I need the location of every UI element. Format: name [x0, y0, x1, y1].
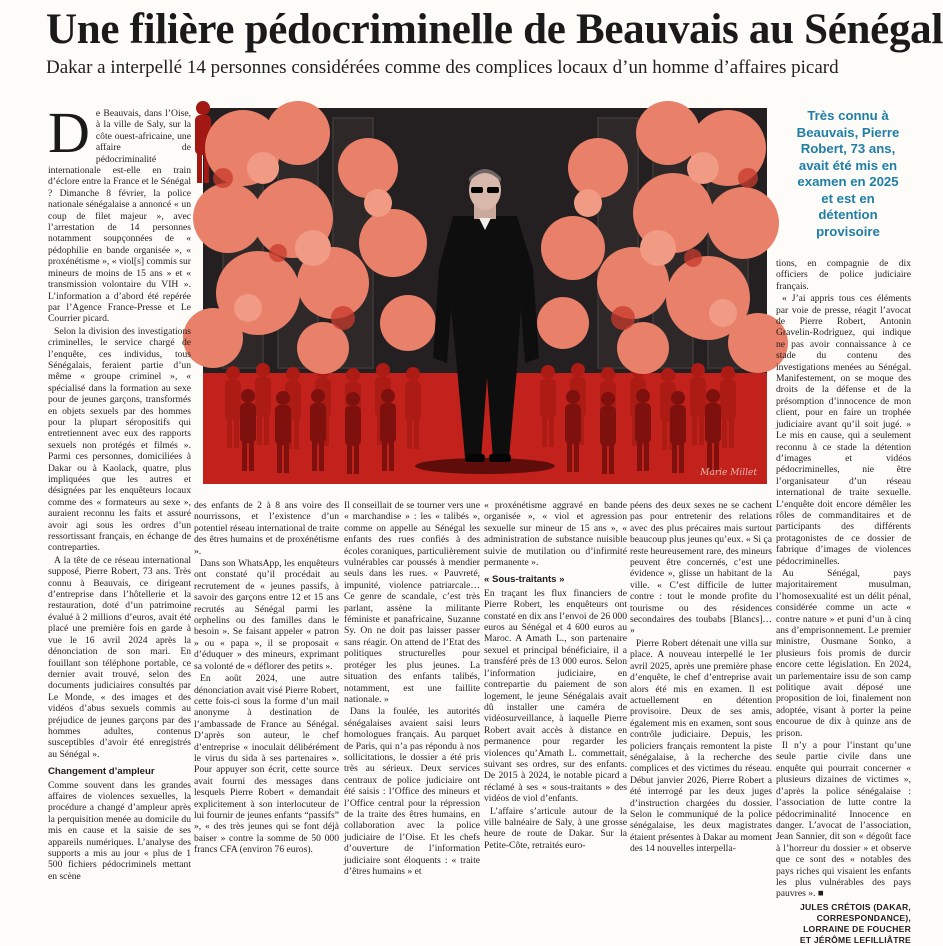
article-column-5 — [630, 500, 772, 859]
paragraph: Dans la foulée, les autorités sénégalaises avaient saisi leurs homologues français. Au parquet de Paris, qui n’a pas répondu à nos sollicitations, le dossier a été pris très au sérieux. Deux services centraux de police judiciaire ont été saisis : l’Office des mineurs et l’Office central pour la répression de la traite des êtres humains, en collaboration avec la police judiciaire de l’Oise. Et les chefs d’ouverture de l’information judiciaire sont éloquents : « traite d’êtres humains » et — [344, 706, 480, 877]
subheading: Changement d’ampleur — [48, 766, 155, 778]
headline: Une filière pédocriminelle de Beauvais au Sénégal — [46, 6, 943, 53]
paragraph: « J’ai appris tous ces éléments par voie de presse, réagit l’avocat de Pierre Robert, Antonin Gravelin-Rodriguez, qui indique ne pas avoir connaissance à ce stade du contenu des investigations menées au Sénégal. Manifestement, on se moque des droits de la défense et de la présomption d’innocence de mon client, pour en faire un trophée judiciaire avant qu’il soit jugé. » Le mis en cause, qui a seulement reconnu à ce stade la détention d’images et vidéos pédocriminelles, nie être l’organisateur d’un réseau international de traite sexuelle. L’enquête doit encore démêler les rôles de commanditaires et de participants des différents protagonistes de ce dossier de fabrique d’images de violences pédocriminelles. — [776, 293, 911, 567]
article-column-6 — [776, 258, 911, 945]
paragraph: péens des deux sexes ne se cachent pas pour entretenir des relations avec des plus précaires mais surtout beaucoup plus jeunes qu’eux. « Si ça reste heureusement rare, des mineurs peuvent être concernés, c’est une évidence », glisse un habitant de la ville. « C’est difficile de lutter contre : tout le monde profite du tourisme ou des résidences secondaires des toubabs [Blancs]… » — [630, 500, 773, 637]
paragraph: e Beauvais, dans l’Oise, à la ville de Saly, sur la côte ouest-africaine, une affaire de pédocriminalité internationale est-elle en train d’éclore entre la France et le Sénégal ? Dimanche 8 février, la police nationale sénégalaise a annoncé « un coup de filet majeur », avec l’arrestation de 14 personnes notamment soupçonnées de « pédophilie en bande organisée », « proxénétisme », « viol[s] commis sur mineurs de moins de 15 ans » et « transmission volontaire du VIH ». L’information a d’abord été repérée par l’Agence France-Presse et Le Courrier picard. — [48, 108, 191, 325]
paragraph: Selon la division des investigations criminelles, le service chargé de l’enquête, ces individus, tous Sénégalais, feraient partie d’un même « groupe criminel », « spécialisé dans la formation au sexe pour de jeunes garçons, transformés en objets sexuels par des hommes pour la plupart séropositifs qui entretiennent avec eux des rapports sexuels non protégés et filmés ». Parmi ces personnes, domiciliées à Dakar ou à Kaolack, quatre, plus impliquées que les autres et désignées par les enquêteurs locaux comme des « formateurs au sexe », auraient reconnu les faits et assuré avoir agi sous les ordres d’un ressortissant français, en échange de contreparties. — [48, 325, 191, 554]
article-column-4 — [484, 500, 627, 859]
paragraph: Au Sénégal, pays majoritairement musulman, l’homosexualité est un délit pénal, considérée comme un acte « contre nature » et puni d’un à cinq ans d’emprisonnement. Le premier ministre, Ousmane Sonko, a plusieurs fois promis de durcir encore cette législation. En 2024, un parlementaire issu de son camp politique avait déposé une proposition de loi, finalement non adoptée, visant à porter la peine encourue de dix à quinze ans de prison. — [776, 567, 911, 739]
byline-line: ET JÉRÔME LEFILLIÂTRE — [799, 934, 911, 945]
article-illustration — [203, 108, 767, 484]
paragraph: des enfants de 2 à 8 ans voire des nourrissons, et l’existence d’un potentiel réseau international de traite des êtres humains et de proxénétisme ». — [194, 500, 339, 557]
subheading: « Sous-traitants » — [484, 574, 565, 586]
byline — [776, 902, 911, 946]
byline-line: LORRAINE DE FOUCHER — [803, 923, 911, 934]
illustration-drawing — [203, 108, 767, 484]
subheadline: Dakar a interpellé 14 personnes considérées comme des complices locaux d’un homme d’affaires picard — [46, 57, 839, 78]
paragraph: Il n’y a pour l’instant qu’une seule partie civile dans une enquête qui pourrait concerner « plusieurs dizaines de victimes », d’après la police sénégalaise : l’association de lutte contre la pédocriminalité Innocence en danger. L’avocat de l’association, Jean Sannier, dit son « dégoût face à l’horreur du dossier » et observe que ce sont des « notables des pays riches qui visaient les enfants les plus vulnérables des pays pauvres ». ■ — [776, 740, 911, 900]
paragraph: Pierre Robert détenait une villa sur place. A nouveau interpellé le 1er avril 2025, après une première phase d’enquête, le chef d’entreprise avait alors été mis en examen. Il est actuellement en détention provisoire. Deux de ses amis, également mis en examen, sont sous contrôle judiciaire. Depuis, les policiers français remontent la piste sénégalaise, à la recherche des complices et des victimes du réseau. Début janvier 2026, Pierre Robert a été interrogé par les deux juges d’instruction chargées du dossier. Selon le communiqué de la police sénégalaise, les deux magistrates étaient présentes à Dakar au moment des 14 nouvelles interpella- — [630, 637, 772, 855]
article-column-3 — [344, 500, 480, 877]
drop-cap: D — [48, 100, 90, 165]
paragraph: A la tête de ce réseau international supposé, Pierre Robert, 73 ans. Très connu à Beauvais, ce dirigeant d’entreprise dans l’hôtellerie et la restauration, doté d’un patrimoine évalué à 2 millions d’euros, avait été placé une première fois en garde à vue le 16 avril 2024 après la dénonciation de son mari. En fouillant son téléphone portable, ce dernier avait trouvé, selon des documents judiciaires consultés par Le Monde, « des images et des vidéos d’abus sexuels commis au préjudice de jeunes garçons par des hommes adultes, contenus susceptibles d’avoir été enregistrés au Sénégal ». — [48, 554, 191, 760]
byline-line: CORRESPONDANCE), — [816, 912, 911, 923]
byline-line: JULES CRÉTOIS (DAKAR, — [800, 901, 911, 912]
illustrator-signature: Marie Millet — [700, 468, 757, 478]
paragraph: Il conseillait de se tourner vers une « marchandise » : les « talibés », comme on appelle au Sénégal les enfants des rues confiés à des écoles coraniques, particulièrement vulnérables car poussés à mendier seuls dans les rues. « Pauvreté, impunité, violence patriarcale… Ce genre de scandale, c’est très parlant, assène la militante féministe et panafricaine, Suzanne Sy. On ne doit pas laisser passer sans réagir. On attend de l’Etat des politiques structurelles pour protéger les plus jeunes. La situation des enfants talibés, notamment, est une faillite nationale. » — [344, 500, 480, 705]
paragraph: Dans son WhatsApp, les enquêteurs ont constaté qu’il procédait au recrutement de « jeunes passifs, à savoir des garçons entre 12 et 15 ans recrutés au Sénégal parmi les orphelins ou des familles dans le besoin ». Se faisant appeler « patron » ou « papa », il se proposait « d’éduquer » des mineurs, exprimant sa volonté de « déflorer des petits ». — [194, 558, 339, 672]
paragraph: L’affaire s’articule autour de la ville balnéaire de Saly, à une grosse heure de route de Dakar. Sur la Petite-Côte, retraités euro- — [484, 805, 627, 851]
paragraph: En traçant les flux financiers de Pierre Robert, les enquêteurs ont constaté en dix ans l’envoi de 26 000 euros au Sénégal et 4 600 euros au Maroc. A Amath L., son partenaire sexuel et principal bénéficiaire, il a transféré près de 13 000 euros. Selon l’information judiciaire, en contrepartie du paiement de son logement, le jeune Sénégalais avait dû installer une caméra de vidéosurveillance, à laquelle Pierre Robert avait accès à distance en permanence pour regarder les violences qu’Amath L. commettait, suivant ses ordres, sur des enfants. De 2015 à 2024, le notable picard a réclamé à ses « sous-traitants » des vidéos de viol d’enfants. — [484, 587, 627, 805]
article-column-2 — [194, 500, 339, 859]
paragraph: « proxénétisme aggravé en bande organisée », « viol et agression sexuelle sur mineur de 15 ans », « administration de substance nuisible suivie de mutilation ou d’infirmité permanente ». — [484, 500, 627, 569]
paragraph: En août 2024, une autre dénonciation avait visé Pierre Robert, cette fois-ci sous la forme d’un mail anonyme à destination de l’ambassade de France au Sénégal. D’après son auteur, le chef d’entreprise « inoculait délibérément le virus du sida à ses partenaires ». Pour appuyer son écrit, cette source avait fourni des messages dans lesquels Pierre Robert « demandait explicitement à son interlocuteur de lui fournir de jeunes enfants “passifs” », « des très jeunes qui se font déjà baiser » contre la somme de 50 000 francs CFA (environ 76 euros). — [194, 673, 339, 856]
paragraph: Comme souvent dans les grandes affaires de violences sexuelles, la procédure a changé d’ampleur après la perquisition menée au domicile du mis en cause et la saisie de ses appareils numériques. L’analyse des supports a mis au jour « plus de 1 500 fichiers pédocriminels mettant en scène — [48, 779, 191, 882]
article-column-1 — [48, 100, 191, 882]
paragraph: tions, en compagnie de dix officiers de police judiciaire français. — [776, 258, 911, 292]
pull-quote: Très connu à Beauvais, Pierre Robert, 73 ans, avait été mis en examen en 2025 et est en détention provisoire — [796, 108, 900, 239]
